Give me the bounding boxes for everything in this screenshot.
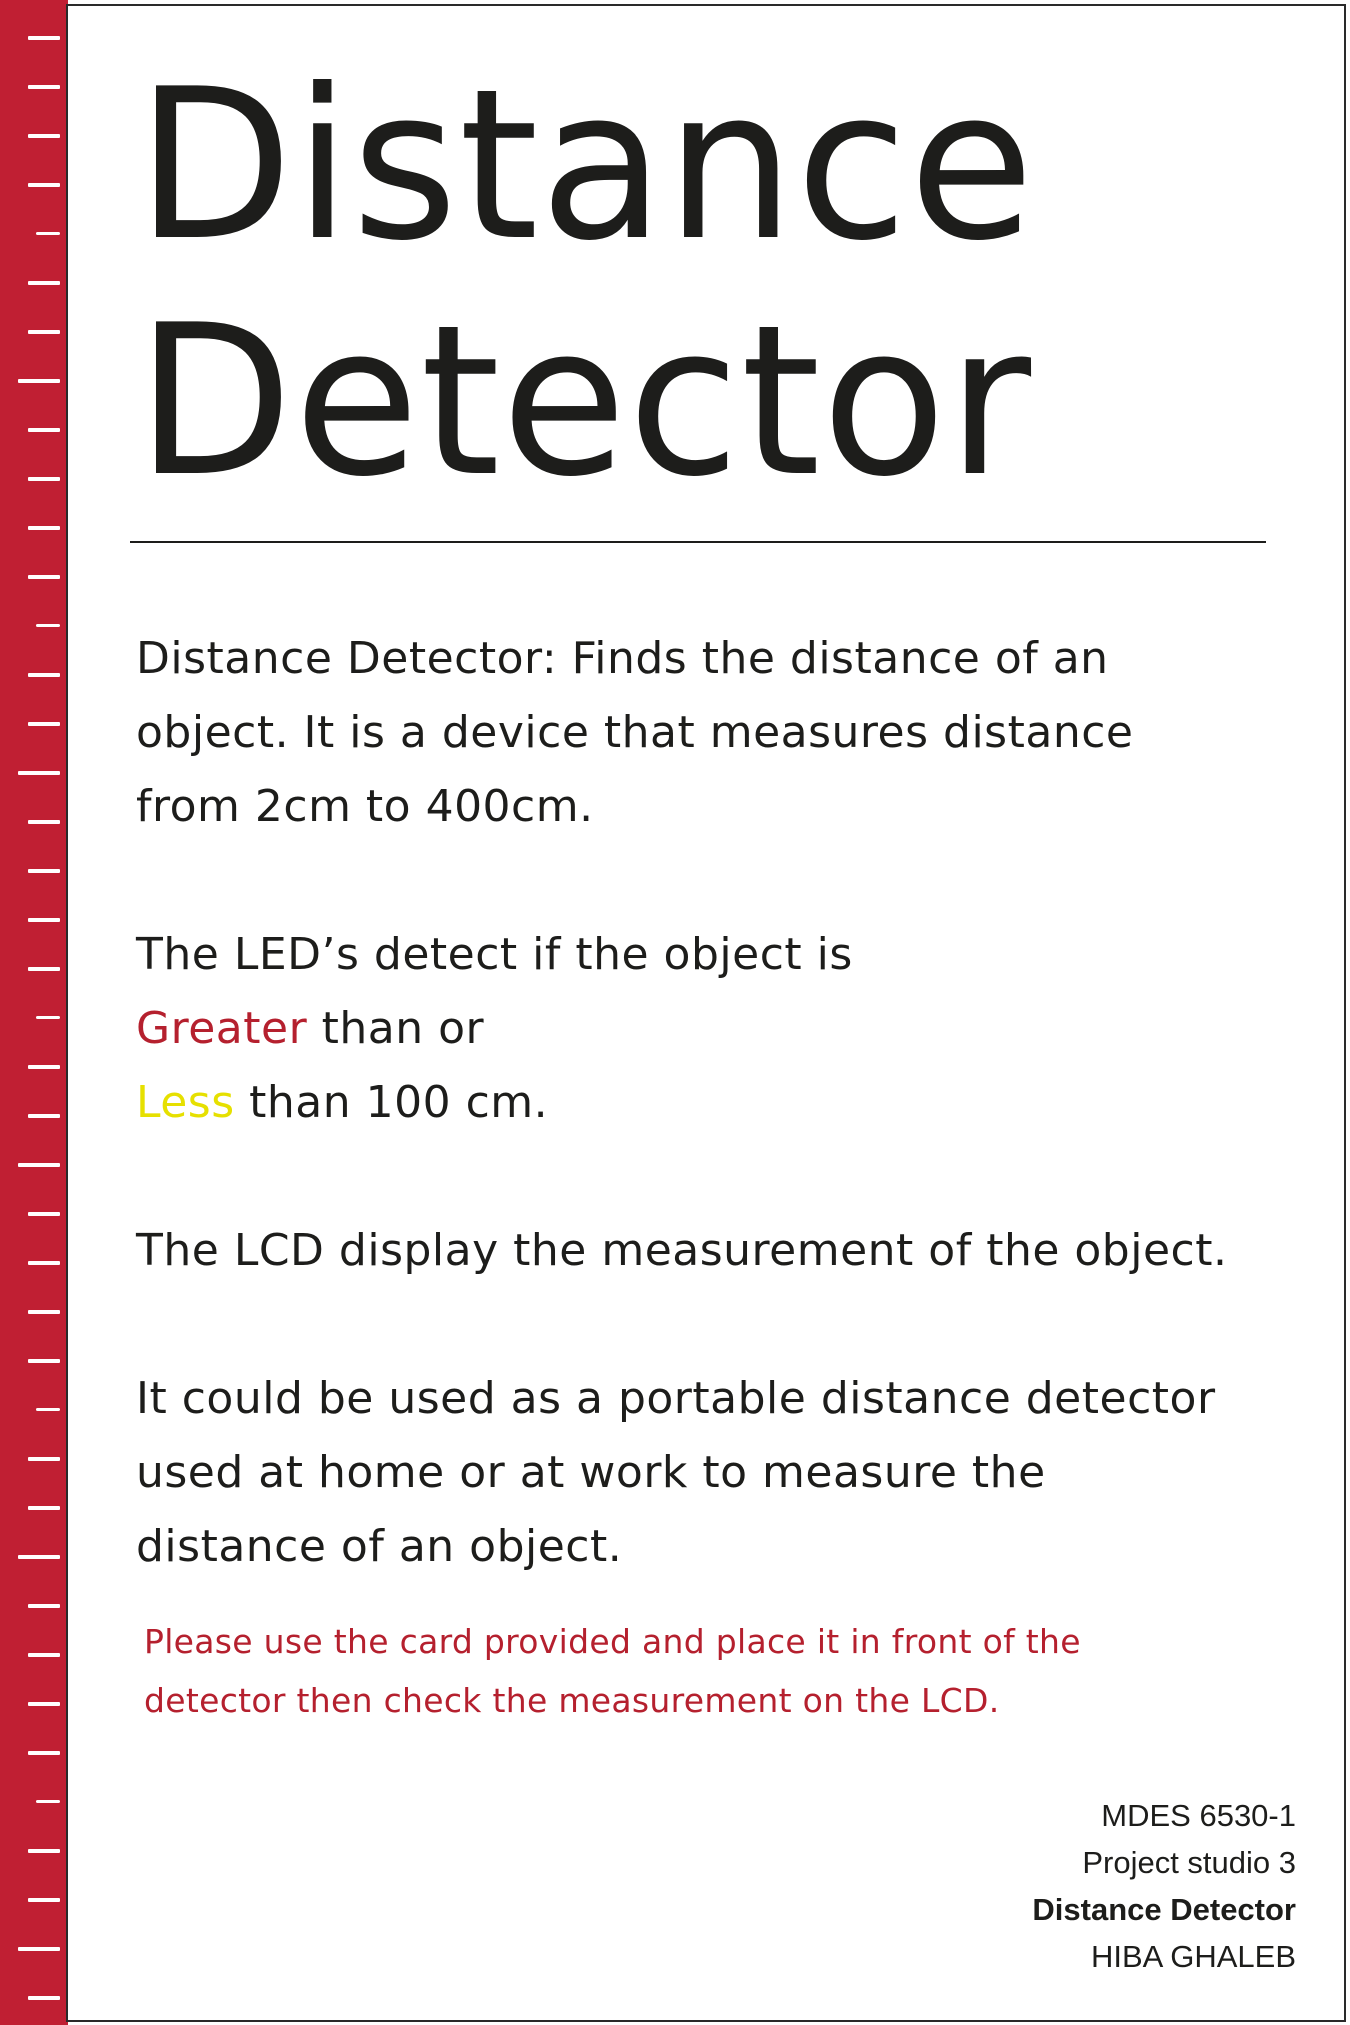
ruler-tick xyxy=(28,1261,60,1265)
ruler-tick xyxy=(28,1653,60,1657)
ruler-tick xyxy=(28,1849,60,1853)
ruler-tick xyxy=(18,1555,60,1559)
ruler-tick xyxy=(18,1947,60,1951)
ruler-tick xyxy=(28,1506,60,1510)
ruler-tick xyxy=(18,1163,60,1167)
instruction-note xyxy=(144,1612,1294,1730)
greater-line xyxy=(136,992,1306,1066)
title-divider xyxy=(130,541,1266,543)
ruler-tick xyxy=(28,36,60,40)
ruler-tick xyxy=(28,722,60,726)
led-line: The LED’s detect if the object is xyxy=(136,929,853,980)
ruler-tick xyxy=(28,428,60,432)
less-word: Less xyxy=(136,1077,235,1128)
usage-line-2: used at home or at work to measure the xyxy=(136,1447,1046,1498)
ruler-tick xyxy=(28,477,60,481)
ruler-tick xyxy=(28,1898,60,1902)
title-line-1: Distance xyxy=(136,45,1036,287)
greater-word: Greater xyxy=(136,1003,308,1054)
studio-name: Project studio 3 xyxy=(1082,1845,1296,1880)
title-line-2: Detector xyxy=(136,281,1033,523)
author-name: HIBA GHALEB xyxy=(1090,1939,1296,1974)
usage-line-1: It could be used as a portable distance detector xyxy=(136,1373,1216,1424)
ruler-tick xyxy=(28,918,60,922)
ruler-tick xyxy=(28,85,60,89)
ruler-tick xyxy=(28,1751,60,1755)
ruler-tick xyxy=(28,134,60,138)
ruler-tick xyxy=(28,1065,60,1069)
ruler-tick xyxy=(28,869,60,873)
ruler-tick xyxy=(28,1457,60,1461)
poster-title xyxy=(136,45,1036,523)
ruler-tick xyxy=(28,673,60,677)
greater-rest: than or xyxy=(307,1003,485,1054)
lcd-line: The LCD display the measurement of the object. xyxy=(136,1225,1228,1276)
intro-line-2: object. It is a device that measures distance xyxy=(136,707,1134,758)
ruler-tick xyxy=(28,575,60,579)
description xyxy=(136,622,1306,1584)
less-line xyxy=(136,1066,1306,1140)
ruler-tick xyxy=(28,1996,60,2000)
intro-line-1: Distance Detector: Finds the distance of an xyxy=(136,633,1109,684)
course-code: MDES 6530-1 xyxy=(1101,1798,1296,1833)
ruler-tick xyxy=(28,281,60,285)
note-line-1: Please use the card provided and place it in front of the xyxy=(144,1622,1081,1661)
ruler-tick xyxy=(28,1310,60,1314)
ruler-tick xyxy=(36,232,60,235)
ruler-tick xyxy=(18,771,60,775)
ruler-tick xyxy=(28,330,60,334)
ruler-strip xyxy=(0,0,68,2025)
less-rest: than 100 cm. xyxy=(234,1077,549,1128)
note-line-2: detector then check the measurement on the LCD. xyxy=(144,1681,1000,1720)
credits-block xyxy=(1032,1792,1296,1980)
intro-line-3: from 2cm to 400cm. xyxy=(136,781,594,832)
ruler-tick xyxy=(28,820,60,824)
ruler-tick xyxy=(36,1408,60,1411)
ruler-tick xyxy=(28,1114,60,1118)
usage-line-3: distance of an object. xyxy=(136,1521,623,1572)
ruler-tick xyxy=(28,1702,60,1706)
project-name: Distance Detector xyxy=(1032,1892,1296,1927)
ruler-tick xyxy=(28,526,60,530)
ruler-tick xyxy=(36,1016,60,1019)
ruler-tick xyxy=(28,967,60,971)
ruler-tick xyxy=(28,1604,60,1608)
ruler-tick xyxy=(28,1359,60,1363)
ruler-tick xyxy=(28,183,60,187)
ruler-tick xyxy=(36,1800,60,1803)
ruler-tick xyxy=(18,379,60,383)
ruler-tick xyxy=(36,624,60,627)
ruler-tick xyxy=(28,1212,60,1216)
